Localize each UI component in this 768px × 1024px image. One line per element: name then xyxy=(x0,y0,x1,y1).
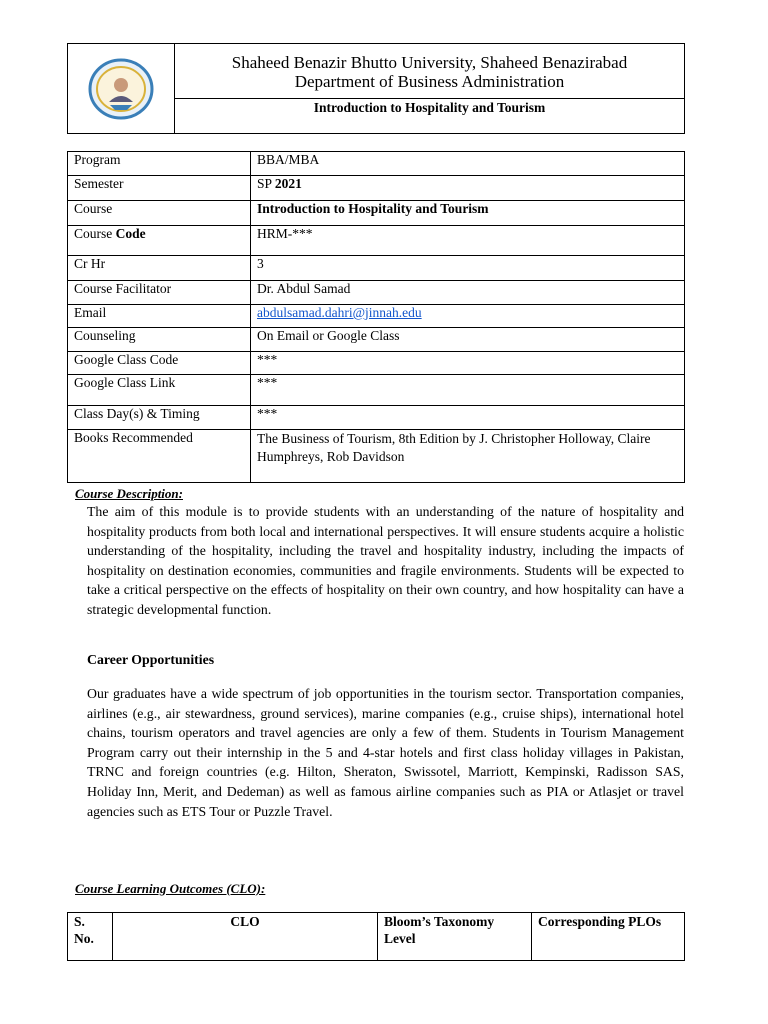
clo-table xyxy=(67,912,685,961)
table-row xyxy=(68,226,685,256)
table-row xyxy=(68,152,685,176)
program-label: Program xyxy=(68,152,251,176)
table-row xyxy=(68,305,685,328)
clo-col-clo: CLO xyxy=(113,913,378,961)
table-row xyxy=(68,201,685,226)
department-name: Department of Business Administration xyxy=(294,72,565,91)
course-title-header: Introduction to Hospitality and Tourism xyxy=(313,100,546,115)
course-description-heading: Course Description: xyxy=(75,486,183,501)
facilitator-label: Course Facilitator xyxy=(68,281,251,305)
clo-col-plos: Corresponding PLOs xyxy=(532,913,685,961)
course-description-text: The aim of this module is to provide students with an understanding of the nature of hospitality and hospitality products from both local and international perspectives. It will ensure students acquire a holistic understanding of the hospitality, including the travel and hospitality industry, including the impacts of hospitality on destination economies, communities and fragile environments. Students will be expected to take a critical perspective on the effects of hospitality on their own country, and how hospitality can have a strategic developmental function. xyxy=(87,504,684,617)
semester-prefix: SP xyxy=(257,176,275,191)
books-label: Books Recommended xyxy=(68,430,251,483)
career-opportunities-text: Our graduates have a wide spectrum of job opportunities in the tourism sector. Transportation companies, airlines (e.g., air stewardness, ground services), marine companies (e.g., cruise ships), international hotel chains, tourism operators and travel agencies are only a few of them. Students in Tourism Management Program carry out their internship in the 5 and 4-star hotels and first class holiday villages in Pakistan, TRNC and foreign countries (e.g. Hilton, Sheraton, Swissotel, Marriott, Kempinski, Radisson SAS, Holiday Inn, Merit, and Dedeman) as well as famous airline companies such as PIA or Atlasjet or travel agencies such as ETS Tour or Puzzle Travel. xyxy=(87,686,684,819)
clo-heading: Course Learning Outcomes (CLO): xyxy=(75,881,266,896)
facilitator-value: Dr. Abdul Samad xyxy=(251,281,685,305)
table-row xyxy=(68,430,685,483)
course-code-value: HRM-*** xyxy=(251,226,685,256)
counseling-value: On Email or Google Class xyxy=(251,328,685,352)
semester-year: 2021 xyxy=(274,176,302,191)
clo-col-blooms: Bloom’s Taxonomy Level xyxy=(378,913,532,961)
table-row xyxy=(68,328,685,352)
document-header xyxy=(67,43,685,134)
table-row xyxy=(68,352,685,375)
email-link[interactable]: abdulsamad.dahri@jinnah.edu xyxy=(257,305,422,320)
table-row xyxy=(68,406,685,430)
google-class-code-value: *** xyxy=(251,352,685,375)
university-title-cell xyxy=(175,44,684,99)
table-row xyxy=(68,375,685,406)
course-value: Introduction to Hospitality and Tourism xyxy=(251,201,685,226)
program-value: BBA/MBA xyxy=(251,152,685,176)
google-class-link-label: Google Class Link xyxy=(68,375,251,406)
logo-cell xyxy=(68,44,175,133)
career-opportunities-heading: Career Opportunities xyxy=(87,652,215,667)
table-row xyxy=(68,281,685,305)
books-value: The Business of Tourism, 8th Edition by J. Christopher Holloway, Claire Humphreys, Rob Davidson xyxy=(251,430,685,483)
counseling-label: Counseling xyxy=(68,328,251,352)
table-row xyxy=(68,176,685,201)
course-label: Course xyxy=(68,201,251,226)
course-code-label-prefix: Course xyxy=(74,226,116,241)
google-class-link-value: *** xyxy=(251,375,685,406)
google-class-code-label: Google Class Code xyxy=(68,352,251,375)
university-logo xyxy=(87,58,155,120)
clo-table-header-row xyxy=(68,913,685,961)
email-label: Email xyxy=(68,305,251,328)
credit-hours-label: Cr Hr xyxy=(68,256,251,281)
semester-value xyxy=(251,176,685,201)
course-code-label-bold: Code xyxy=(115,226,146,241)
email-value xyxy=(251,305,685,328)
clo-col-sno: S. No. xyxy=(68,913,113,961)
class-timing-value: *** xyxy=(251,406,685,430)
course-code-label xyxy=(68,226,251,256)
class-timing-label: Class Day(s) & Timing xyxy=(68,406,251,430)
university-name: Shaheed Benazir Bhutto University, Shaheed Benazirabad xyxy=(231,53,628,72)
table-row xyxy=(68,256,685,281)
credit-hours-value: 3 xyxy=(251,256,685,281)
semester-label: Semester xyxy=(68,176,251,201)
course-info-table xyxy=(67,151,685,483)
